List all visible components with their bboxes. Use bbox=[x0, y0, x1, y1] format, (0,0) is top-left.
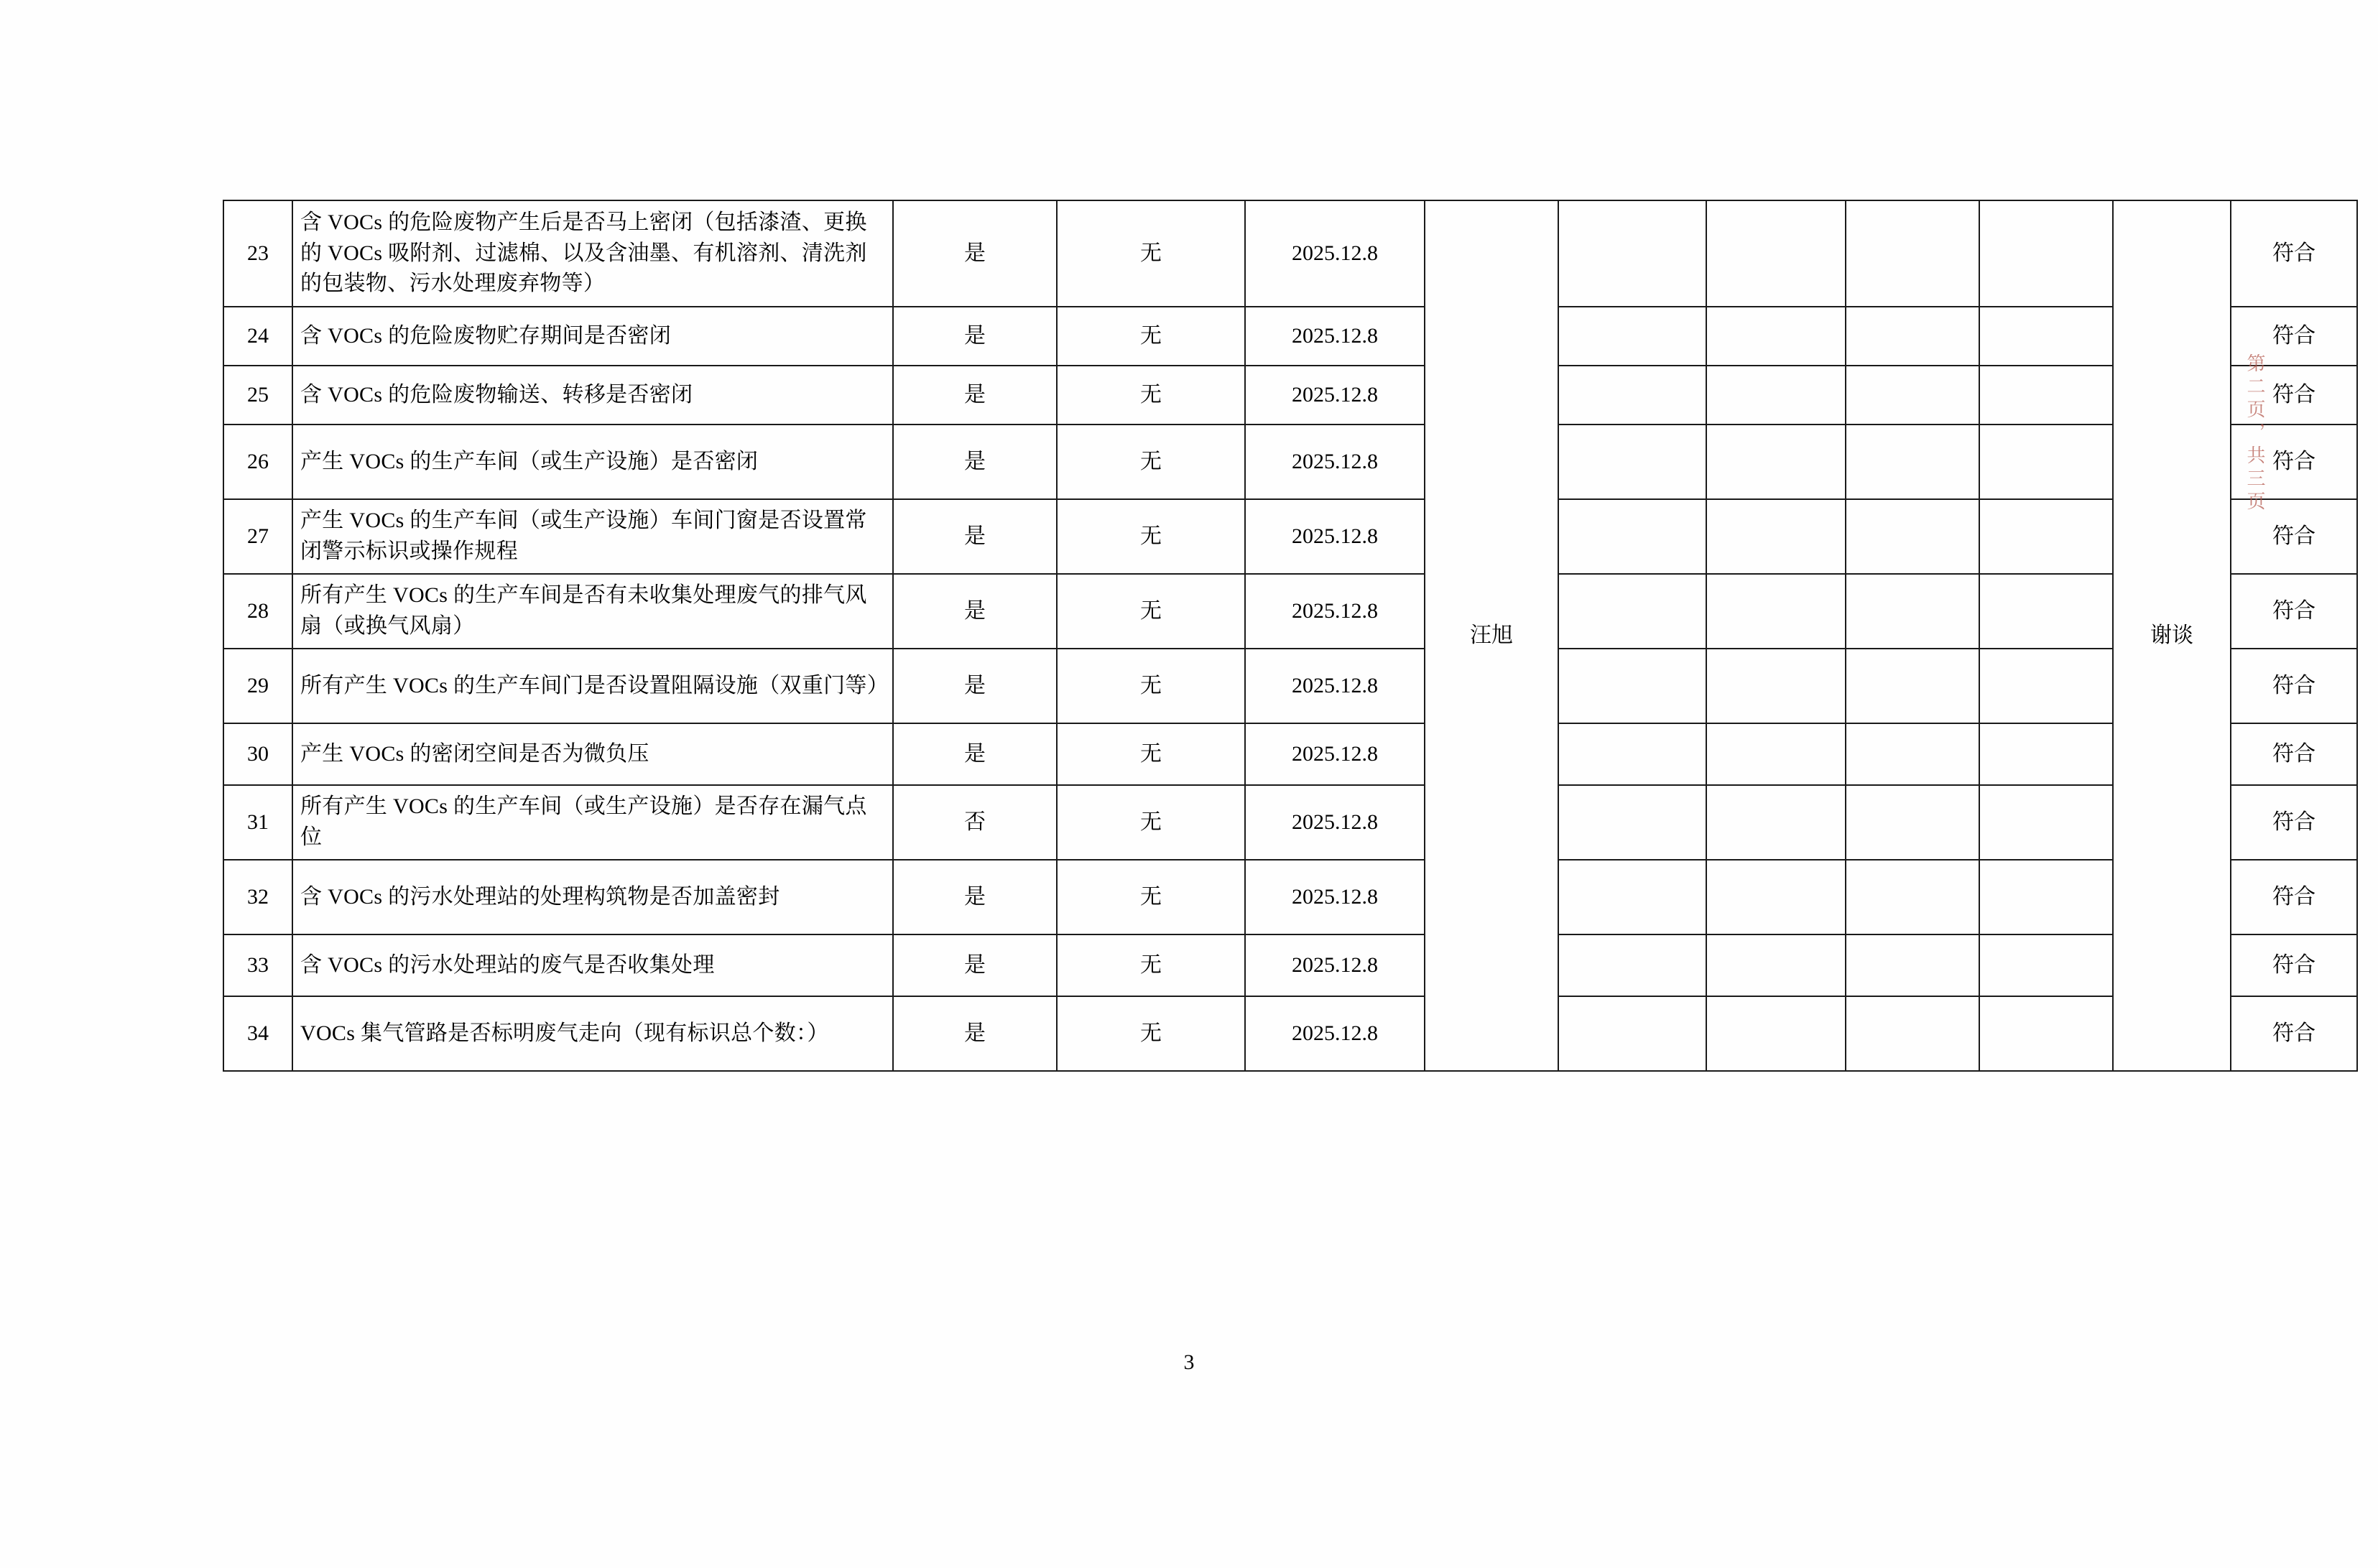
row-answer: 是 bbox=[893, 574, 1057, 649]
row-problem: 无 bbox=[1057, 499, 1245, 574]
row-date: 2025.12.8 bbox=[1245, 425, 1425, 499]
table-row bbox=[223, 366, 2357, 425]
side-stamp-text: 第二页，共三页 bbox=[2244, 353, 2265, 514]
row-number: 34 bbox=[223, 996, 292, 1071]
row-result: 符合 bbox=[2231, 307, 2357, 366]
row-answer: 是 bbox=[893, 860, 1057, 934]
row-blank-e bbox=[1558, 649, 1706, 723]
row-answer: 是 bbox=[893, 307, 1057, 366]
row-item-text bbox=[292, 996, 893, 1071]
row-result: 符合 bbox=[2231, 425, 2357, 499]
row-date: 2025.12.8 bbox=[1245, 574, 1425, 649]
row-blank-h bbox=[1979, 934, 2113, 996]
table-row bbox=[223, 785, 2357, 860]
item-text: 产生 VOCs 的生产车间（或生产设施）车间门窗是否设置常闭警示标识或操作规程 bbox=[300, 509, 867, 563]
inspector-name-cell: 汪旭 bbox=[1425, 200, 1558, 1071]
row-blank-g bbox=[1846, 574, 1979, 649]
row-blank-f bbox=[1706, 307, 1846, 366]
row-blank-h bbox=[1979, 996, 2113, 1071]
row-number: 29 bbox=[223, 649, 292, 723]
row-blank-e bbox=[1558, 785, 1706, 860]
row-blank-g bbox=[1846, 723, 1979, 785]
item-text: 所有产生 VOCs 的生产车间是否有未收集处理废气的排气风扇（或换气风扇） bbox=[300, 583, 867, 638]
item-text: 产生 VOCs 的生产车间（或生产设施）是否密闭 bbox=[300, 449, 759, 473]
row-answer: 是 bbox=[893, 996, 1057, 1071]
row-blank-e bbox=[1558, 723, 1706, 785]
table-row bbox=[223, 499, 2357, 574]
row-result: 符合 bbox=[2231, 649, 2357, 723]
row-number: 31 bbox=[223, 785, 292, 860]
row-blank-g bbox=[1846, 860, 1979, 934]
row-blank-e bbox=[1558, 574, 1706, 649]
row-number: 24 bbox=[223, 307, 292, 366]
row-problem: 无 bbox=[1057, 574, 1245, 649]
row-blank-f bbox=[1706, 649, 1846, 723]
row-item-text bbox=[292, 425, 893, 499]
row-date: 2025.12.8 bbox=[1245, 499, 1425, 574]
item-text: VOCs 集气管路是否标明废气走向（现有标识总个数：） bbox=[300, 1021, 829, 1045]
row-result: 符合 bbox=[2231, 200, 2357, 307]
row-blank-g bbox=[1846, 785, 1979, 860]
row-date: 2025.12.8 bbox=[1245, 200, 1425, 307]
row-date: 2025.12.8 bbox=[1245, 996, 1425, 1071]
row-result: 符合 bbox=[2231, 860, 2357, 934]
row-number: 33 bbox=[223, 934, 292, 996]
row-blank-g bbox=[1846, 307, 1979, 366]
row-blank-h bbox=[1979, 785, 2113, 860]
row-problem: 无 bbox=[1057, 934, 1245, 996]
row-date: 2025.12.8 bbox=[1245, 934, 1425, 996]
inspection-checklist-table bbox=[223, 200, 2358, 1072]
row-problem: 无 bbox=[1057, 996, 1245, 1071]
row-answer: 是 bbox=[893, 366, 1057, 425]
row-item-text bbox=[292, 785, 893, 860]
row-blank-g bbox=[1846, 649, 1979, 723]
row-blank-g bbox=[1846, 200, 1979, 307]
row-number: 25 bbox=[223, 366, 292, 425]
row-result: 符合 bbox=[2231, 574, 2357, 649]
row-blank-g bbox=[1846, 934, 1979, 996]
item-text: 所有产生 VOCs 的生产车间门是否设置阻隔设施（双重门等） bbox=[300, 673, 889, 697]
row-blank-f bbox=[1706, 996, 1846, 1071]
row-blank-h bbox=[1979, 366, 2113, 425]
row-result: 符合 bbox=[2231, 934, 2357, 996]
row-blank-g bbox=[1846, 996, 1979, 1071]
row-item-text bbox=[292, 366, 893, 425]
row-item-text bbox=[292, 860, 893, 934]
row-blank-f bbox=[1706, 860, 1846, 934]
row-blank-f bbox=[1706, 366, 1846, 425]
row-item-text bbox=[292, 574, 893, 649]
row-number: 26 bbox=[223, 425, 292, 499]
row-blank-f bbox=[1706, 785, 1846, 860]
row-blank-f bbox=[1706, 934, 1846, 996]
row-problem: 无 bbox=[1057, 785, 1245, 860]
row-blank-e bbox=[1558, 366, 1706, 425]
row-date: 2025.12.8 bbox=[1245, 649, 1425, 723]
row-blank-f bbox=[1706, 200, 1846, 307]
row-item-text bbox=[292, 934, 893, 996]
item-text: 含 VOCs 的污水处理站的废气是否收集处理 bbox=[300, 952, 715, 977]
row-number: 27 bbox=[223, 499, 292, 574]
row-blank-e bbox=[1558, 425, 1706, 499]
row-answer: 是 bbox=[893, 200, 1057, 307]
row-problem: 无 bbox=[1057, 307, 1245, 366]
table-row bbox=[223, 996, 2357, 1071]
row-date: 2025.12.8 bbox=[1245, 307, 1425, 366]
row-result: 符合 bbox=[2231, 785, 2357, 860]
row-problem: 无 bbox=[1057, 425, 1245, 499]
row-date: 2025.12.8 bbox=[1245, 860, 1425, 934]
table-row bbox=[223, 307, 2357, 366]
table-row bbox=[223, 425, 2357, 499]
row-result: 符合 bbox=[2231, 996, 2357, 1071]
row-problem: 无 bbox=[1057, 723, 1245, 785]
row-blank-h bbox=[1979, 860, 2113, 934]
row-item-text bbox=[292, 499, 893, 574]
row-problem: 无 bbox=[1057, 366, 1245, 425]
item-text: 含 VOCs 的危险废物贮存期间是否密闭 bbox=[300, 323, 672, 348]
row-blank-f bbox=[1706, 499, 1846, 574]
row-item-text bbox=[292, 307, 893, 366]
page-number: 3 bbox=[1183, 1350, 1195, 1374]
row-result: 符合 bbox=[2231, 723, 2357, 785]
row-blank-h bbox=[1979, 574, 2113, 649]
table-row bbox=[223, 723, 2357, 785]
row-blank-g bbox=[1846, 499, 1979, 574]
row-blank-e bbox=[1558, 860, 1706, 934]
table-row bbox=[223, 649, 2357, 723]
row-item-text bbox=[292, 649, 893, 723]
row-result: 符合 bbox=[2231, 366, 2357, 425]
row-blank-e bbox=[1558, 307, 1706, 366]
row-blank-h bbox=[1979, 200, 2113, 307]
row-blank-h bbox=[1979, 723, 2113, 785]
row-date: 2025.12.8 bbox=[1245, 366, 1425, 425]
row-answer: 是 bbox=[893, 425, 1057, 499]
row-blank-h bbox=[1979, 649, 2113, 723]
table-row bbox=[223, 574, 2357, 649]
row-problem: 无 bbox=[1057, 200, 1245, 307]
row-answer: 是 bbox=[893, 649, 1057, 723]
row-blank-f bbox=[1706, 425, 1846, 499]
row-blank-f bbox=[1706, 574, 1846, 649]
row-blank-h bbox=[1979, 425, 2113, 499]
row-problem: 无 bbox=[1057, 649, 1245, 723]
row-answer: 是 bbox=[893, 934, 1057, 996]
row-number: 23 bbox=[223, 200, 292, 307]
signature-cell: 谢谈 bbox=[2113, 200, 2231, 1071]
row-blank-e bbox=[1558, 996, 1706, 1071]
row-blank-g bbox=[1846, 366, 1979, 425]
row-blank-h bbox=[1979, 307, 2113, 366]
item-text: 含 VOCs 的危险废物产生后是否马上密闭（包括漆渣、更换的 VOCs 吸附剂、过滤棉、以及含油墨、有机溶剂、清洗剂的包装物、污水处理废弃物等） bbox=[300, 210, 867, 296]
row-blank-h bbox=[1979, 499, 2113, 574]
row-number: 28 bbox=[223, 574, 292, 649]
row-blank-g bbox=[1846, 425, 1979, 499]
item-text: 产生 VOCs 的密闭空间是否为微负压 bbox=[300, 741, 649, 766]
item-text: 含 VOCs 的危险废物输送、转移是否密闭 bbox=[300, 382, 693, 407]
table-row bbox=[223, 200, 2357, 307]
row-answer: 是 bbox=[893, 499, 1057, 574]
row-date: 2025.12.8 bbox=[1245, 723, 1425, 785]
row-result: 符合 bbox=[2231, 499, 2357, 574]
row-blank-e bbox=[1558, 200, 1706, 307]
row-item-text bbox=[292, 723, 893, 785]
table-row bbox=[223, 860, 2357, 934]
row-number: 32 bbox=[223, 860, 292, 934]
row-answer: 否 bbox=[893, 785, 1057, 860]
row-blank-e bbox=[1558, 499, 1706, 574]
row-date: 2025.12.8 bbox=[1245, 785, 1425, 860]
item-text: 含 VOCs 的污水处理站的处理构筑物是否加盖密封 bbox=[300, 884, 780, 909]
item-text: 所有产生 VOCs 的生产车间（或生产设施）是否存在漏气点位 bbox=[300, 794, 867, 849]
row-problem: 无 bbox=[1057, 860, 1245, 934]
row-blank-e bbox=[1558, 934, 1706, 996]
table-row bbox=[223, 934, 2357, 996]
row-number: 30 bbox=[223, 723, 292, 785]
row-item-text bbox=[292, 200, 893, 307]
row-answer: 是 bbox=[893, 723, 1057, 785]
row-blank-f bbox=[1706, 723, 1846, 785]
